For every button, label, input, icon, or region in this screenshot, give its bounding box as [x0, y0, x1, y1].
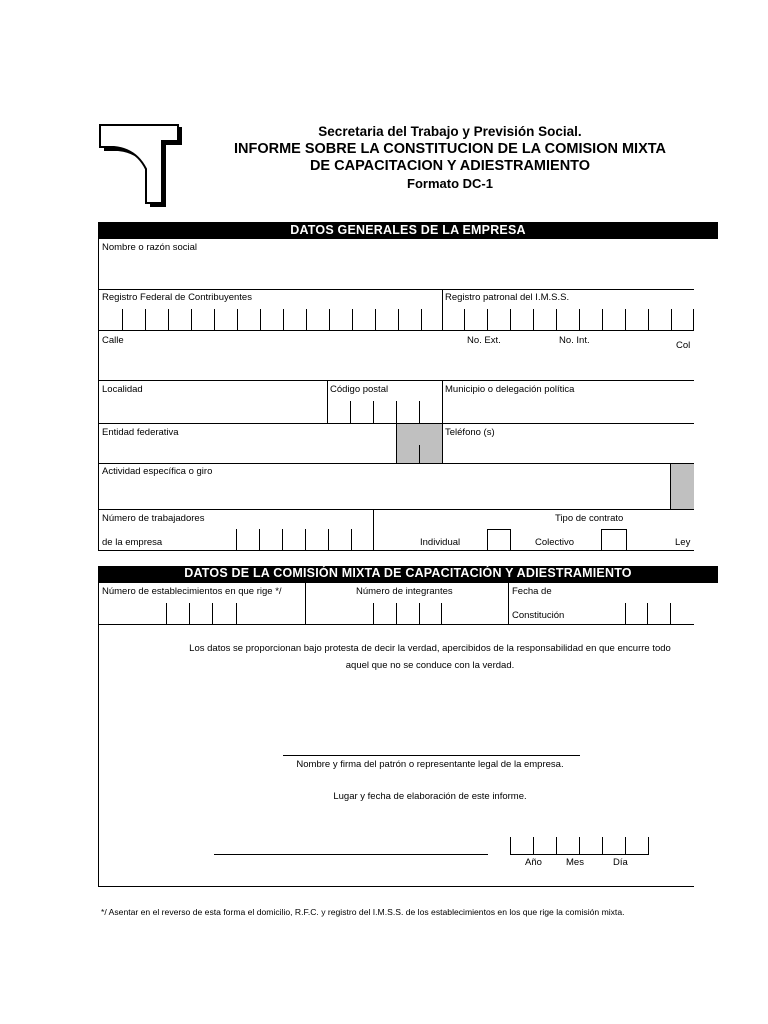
label-no-ext: No. Ext. — [467, 335, 501, 346]
label-rfc: Registro Federal de Contribuyentes — [102, 292, 252, 303]
divider — [305, 583, 306, 624]
label-ley: Ley — [675, 537, 691, 548]
label-codigo-postal: Código postal — [330, 384, 389, 395]
label-individual: Individual — [420, 537, 461, 548]
rfc-digit-boxes[interactable] — [99, 309, 441, 330]
form-title-line1: INFORME SOBRE LA CONSTITUCION DE LA COMISION MIXTA — [233, 141, 667, 157]
divider — [508, 583, 509, 624]
label-actividad: Actividad específica o giro — [102, 466, 213, 477]
label-firma: Nombre y firma del patrón o representante legal de la empresa. — [296, 759, 564, 770]
checkbox-colectivo[interactable] — [601, 529, 627, 551]
label-anio: Año — [525, 857, 542, 868]
fecha-constitucion-digit-boxes[interactable] — [625, 603, 694, 624]
imss-digit-boxes[interactable] — [443, 309, 694, 330]
cp-digit-boxes[interactable] — [328, 401, 442, 423]
label-dia: Día — [613, 857, 628, 868]
shaded-cell — [670, 464, 694, 509]
label-mes: Mes — [566, 857, 584, 868]
label-nombre: Nombre o razón social — [102, 242, 198, 253]
label-telefono: Teléfono (s) — [445, 427, 495, 438]
establecimientos-digit-boxes[interactable] — [166, 603, 237, 624]
divider — [442, 380, 443, 463]
divider — [98, 289, 694, 290]
form-code: Formato DC-1 — [407, 176, 493, 191]
label-num-establecimientos: Número de establecimientos en que rige */ — [102, 586, 282, 597]
divider — [419, 445, 420, 463]
declaration-line1: Los datos se proporcionan bajo protesta de decir la verdad, apercibidos de la responsabilidad en que encurre todo — [189, 643, 671, 654]
label-num-integrantes: Número de integrantes — [356, 586, 453, 597]
label-imss: Registro patronal del I.M.S.S. — [445, 292, 570, 303]
divider — [670, 463, 671, 509]
input-nombre[interactable] — [99, 255, 693, 289]
label-fecha-2: Constitución — [512, 610, 565, 621]
label-colonia: Col — [676, 340, 691, 351]
section-general-data-header: DATOS GENERALES DE LA EMPRESA — [98, 222, 718, 239]
signature-line[interactable] — [283, 755, 580, 756]
divider — [98, 330, 694, 331]
label-localidad: Localidad — [102, 384, 143, 395]
label-num-trabajadores-1: Número de trabajadores — [102, 513, 205, 524]
input-actividad[interactable] — [99, 478, 669, 509]
input-calle[interactable] — [99, 348, 693, 380]
label-lugar-fecha: Lugar y fecha de elaboración de este informe. — [333, 791, 527, 802]
checkbox-individual[interactable] — [487, 529, 511, 551]
label-no-int: No. Int. — [559, 335, 590, 346]
divider — [98, 624, 694, 625]
label-entidad: Entidad federativa — [102, 427, 179, 438]
trabajadores-digit-boxes[interactable] — [236, 529, 373, 550]
ministry-title: Secretaria del Trabajo y Previsión Social. — [318, 124, 582, 139]
footnote: */ Asentar en el reverso de esta forma el domicilio, R.F.C. y registro del I.M.S.S. de los establecimientos en los que rige la comisión mixta. — [101, 907, 625, 917]
section-commission-header: DATOS DE LA COMISIÓN MIXTA DE CAPACITACIÓN Y ADIESTRAMIENTO — [98, 566, 718, 583]
label-num-trabajadores-2: de la empresa — [102, 537, 163, 548]
divider — [98, 550, 694, 551]
label-calle: Calle — [102, 335, 124, 346]
divider — [373, 509, 374, 550]
form-title-line2: DE CAPACITACION Y ADIESTRAMIENTO — [309, 158, 591, 174]
frame-bottom — [98, 886, 694, 887]
divider — [98, 463, 694, 464]
divider — [396, 423, 397, 463]
integrantes-digit-boxes[interactable] — [373, 603, 442, 624]
divider — [98, 509, 694, 510]
label-fecha-1: Fecha de — [512, 586, 552, 597]
lugar-line[interactable] — [214, 854, 488, 855]
label-municipio: Municipio o delegación política — [445, 384, 575, 395]
frame-left-2 — [98, 583, 99, 887]
label-tipo-contrato: Tipo de contrato — [555, 513, 624, 524]
divider — [98, 380, 694, 381]
label-colectivo: Colectivo — [535, 537, 575, 548]
declaration-line2: aquel que no se conduce con la verdad. — [345, 660, 515, 671]
fecha-elaboracion-digit-boxes[interactable] — [510, 837, 649, 855]
